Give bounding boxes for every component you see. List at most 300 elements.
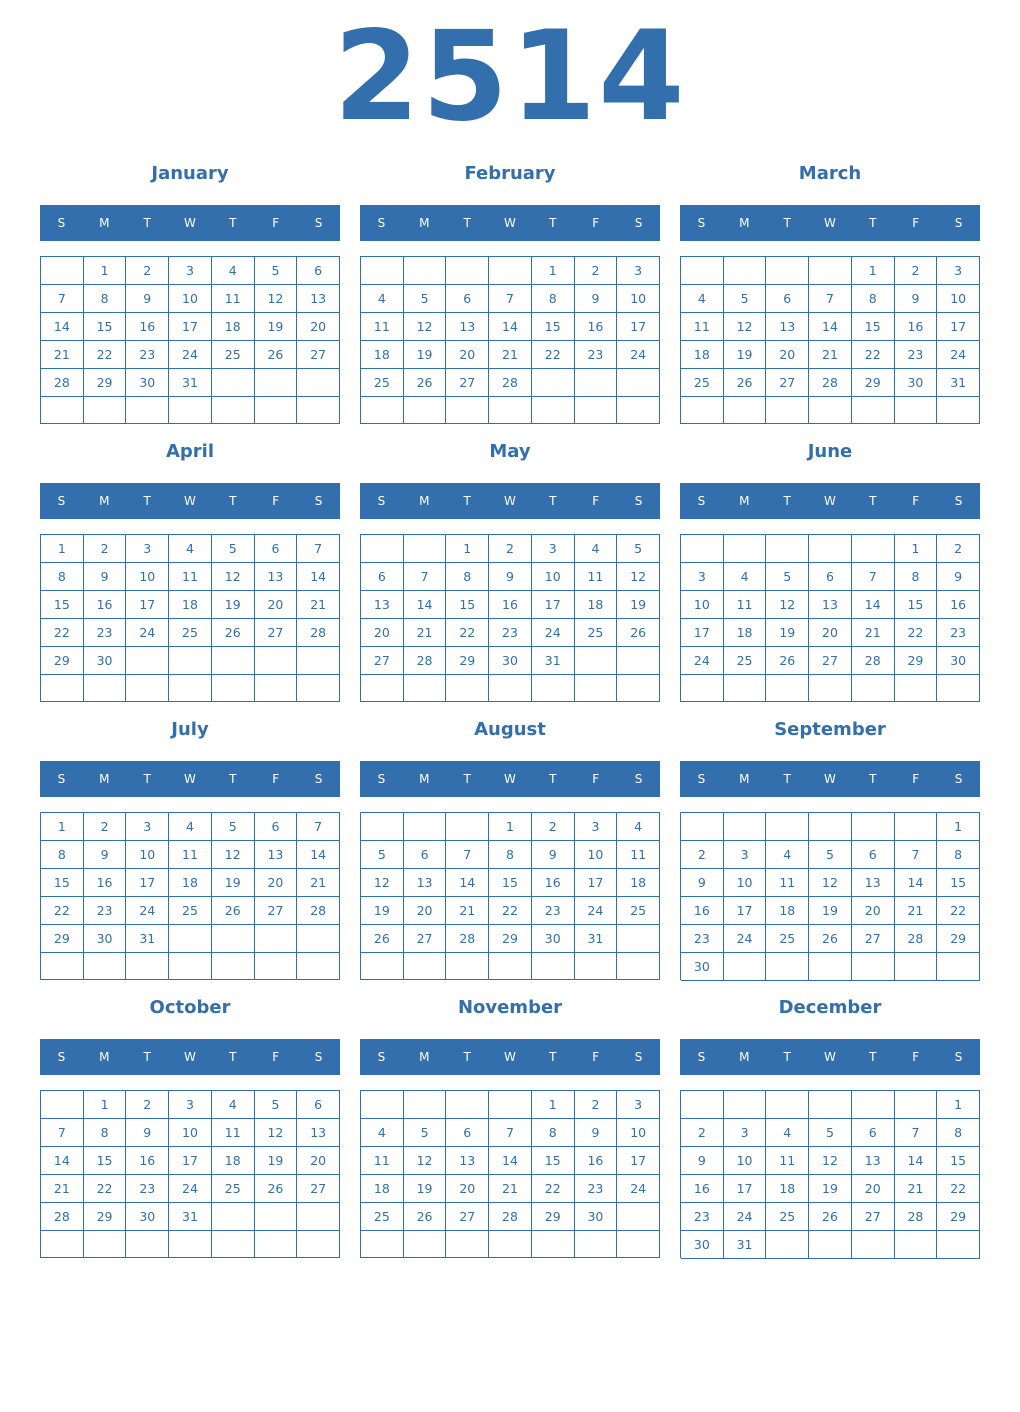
day-cell: 24: [681, 647, 724, 675]
day-cell: 19: [809, 1175, 852, 1203]
day-cell: 28: [41, 369, 84, 397]
weekday-label: W: [504, 216, 516, 230]
day-cell: 8: [489, 841, 532, 869]
day-cell: [212, 1203, 255, 1231]
day-cell: 15: [532, 313, 575, 341]
day-cell: 9: [126, 1119, 169, 1147]
day-cell: 12: [617, 563, 660, 591]
day-cell: 22: [937, 897, 980, 925]
weekday-label: F: [272, 494, 280, 508]
day-cell: 8: [84, 285, 127, 313]
day-cell: 10: [532, 563, 575, 591]
day-cell: [852, 953, 895, 981]
weekday-label: T: [869, 1050, 877, 1064]
day-cell: 30: [489, 647, 532, 675]
day-cell: 18: [169, 591, 212, 619]
day-cell: 16: [126, 313, 169, 341]
day-grid: [680, 812, 980, 980]
day-cell: 31: [169, 369, 212, 397]
day-cell: 26: [361, 925, 404, 953]
day-cell: 17: [169, 313, 212, 341]
day-cell: 6: [297, 1091, 340, 1119]
day-cell: 27: [255, 619, 298, 647]
day-cell: 16: [84, 591, 127, 619]
day-cell: 31: [575, 925, 618, 953]
weekday-label: S: [57, 494, 66, 508]
day-cell: 13: [297, 285, 340, 313]
day-cell: [297, 675, 340, 702]
day-cell: 10: [681, 591, 724, 619]
weekday-label: T: [783, 1050, 791, 1064]
weekday-label: W: [184, 216, 196, 230]
day-cell: [852, 1231, 895, 1259]
day-cell: 9: [84, 563, 127, 591]
day-cell: 24: [126, 897, 169, 925]
day-cell: 15: [937, 869, 980, 897]
day-cell: 10: [724, 1147, 767, 1175]
weekday-label: S: [634, 494, 643, 508]
day-cell: 23: [126, 1175, 169, 1203]
day-grid: [40, 812, 340, 980]
day-cell: [852, 675, 895, 702]
weekday-header: [40, 483, 340, 519]
day-cell: 2: [489, 535, 532, 563]
month-april: [40, 438, 340, 706]
day-cell: [766, 953, 809, 981]
day-cell: 8: [937, 841, 980, 869]
weekday-label: F: [912, 772, 920, 786]
day-cell: [681, 1091, 724, 1119]
day-cell: [255, 369, 298, 397]
weekday-header: [680, 761, 980, 797]
month-september: [680, 716, 980, 984]
day-cell: 24: [575, 897, 618, 925]
day-cell: [126, 1231, 169, 1258]
day-cell: 9: [532, 841, 575, 869]
day-cell: [404, 1231, 447, 1258]
day-cell: 7: [404, 563, 447, 591]
day-cell: 28: [809, 369, 852, 397]
day-cell: 5: [724, 285, 767, 313]
weekday-label: M: [739, 772, 750, 786]
month-december: [680, 994, 980, 1262]
day-cell: [809, 397, 852, 424]
day-cell: 1: [895, 535, 938, 563]
weekday-label: F: [272, 772, 280, 786]
day-cell: 10: [617, 285, 660, 313]
day-cell: 7: [446, 841, 489, 869]
day-cell: 15: [41, 591, 84, 619]
day-cell: 30: [895, 369, 938, 397]
day-cell: 20: [446, 341, 489, 369]
day-cell: 18: [766, 897, 809, 925]
day-cell: 5: [255, 1091, 298, 1119]
day-cell: 13: [361, 591, 404, 619]
day-grid: [360, 1090, 660, 1258]
day-cell: [532, 953, 575, 980]
day-cell: 21: [895, 897, 938, 925]
day-cell: 20: [255, 869, 298, 897]
day-cell: 15: [937, 1147, 980, 1175]
day-cell: 7: [489, 1119, 532, 1147]
day-cell: 17: [126, 591, 169, 619]
day-cell: 30: [937, 647, 980, 675]
day-grid: [680, 256, 980, 424]
month-title: February: [464, 163, 556, 184]
day-cell: 8: [41, 841, 84, 869]
day-cell: [617, 925, 660, 953]
day-cell: 18: [169, 869, 212, 897]
day-cell: [766, 397, 809, 424]
day-cell: 5: [617, 535, 660, 563]
day-cell: 8: [532, 1119, 575, 1147]
day-cell: [361, 257, 404, 285]
day-cell: 25: [766, 1203, 809, 1231]
day-cell: 7: [297, 813, 340, 841]
day-cell: 6: [809, 563, 852, 591]
day-cell: 16: [681, 897, 724, 925]
month-title: August: [474, 719, 546, 740]
day-cell: 10: [724, 869, 767, 897]
day-cell: 17: [937, 313, 980, 341]
day-cell: 14: [404, 591, 447, 619]
day-cell: 9: [489, 563, 532, 591]
day-cell: 1: [937, 813, 980, 841]
month-title: April: [165, 441, 215, 462]
day-cell: 15: [84, 313, 127, 341]
weekday-label: S: [377, 216, 386, 230]
day-cell: 11: [361, 313, 404, 341]
day-cell: 25: [681, 369, 724, 397]
day-cell: [724, 535, 767, 563]
day-cell: [489, 257, 532, 285]
day-cell: 26: [212, 897, 255, 925]
day-cell: 15: [489, 869, 532, 897]
day-cell: 4: [766, 1119, 809, 1147]
day-cell: 3: [532, 535, 575, 563]
day-cell: [809, 1091, 852, 1119]
weekday-label: F: [272, 216, 280, 230]
weekday-label: W: [824, 216, 836, 230]
day-cell: 28: [489, 1203, 532, 1231]
weekday-label: M: [99, 216, 110, 230]
day-cell: 12: [766, 591, 809, 619]
weekday-label: S: [954, 494, 963, 508]
day-cell: 11: [212, 1119, 255, 1147]
day-cell: 18: [212, 313, 255, 341]
day-cell: 23: [575, 1175, 618, 1203]
day-cell: 16: [532, 869, 575, 897]
month-title: June: [807, 441, 853, 462]
weekday-label: F: [592, 1050, 600, 1064]
day-cell: 11: [169, 841, 212, 869]
day-cell: 21: [446, 897, 489, 925]
day-cell: 18: [361, 1175, 404, 1203]
day-cell: 20: [852, 897, 895, 925]
day-cell: [404, 953, 447, 980]
weekday-label: S: [697, 772, 706, 786]
day-cell: [724, 397, 767, 424]
day-cell: 4: [575, 535, 618, 563]
day-cell: 31: [532, 647, 575, 675]
day-cell: 7: [895, 1119, 938, 1147]
day-cell: [255, 1231, 298, 1258]
day-cell: 14: [852, 591, 895, 619]
day-cell: 14: [297, 563, 340, 591]
weekday-label: M: [99, 772, 110, 786]
day-cell: [169, 925, 212, 953]
day-cell: [446, 1231, 489, 1258]
day-cell: 25: [212, 341, 255, 369]
day-cell: 3: [126, 813, 169, 841]
month-title: July: [171, 719, 209, 740]
day-cell: 1: [852, 257, 895, 285]
weekday-label: F: [592, 494, 600, 508]
day-cell: 23: [532, 897, 575, 925]
day-cell: [404, 535, 447, 563]
day-cell: 17: [169, 1147, 212, 1175]
day-cell: 2: [681, 1119, 724, 1147]
day-cell: 30: [84, 925, 127, 953]
day-cell: [575, 647, 618, 675]
day-cell: [255, 675, 298, 702]
day-cell: [809, 675, 852, 702]
weekday-label: T: [143, 772, 151, 786]
weekday-label: S: [954, 772, 963, 786]
day-cell: 30: [681, 953, 724, 981]
day-cell: [809, 1231, 852, 1259]
day-cell: 17: [532, 591, 575, 619]
day-cell: [895, 1231, 938, 1259]
day-cell: [766, 1091, 809, 1119]
day-cell: [404, 813, 447, 841]
day-cell: 28: [895, 1203, 938, 1231]
day-cell: [297, 369, 340, 397]
day-cell: 16: [575, 313, 618, 341]
day-cell: 8: [532, 285, 575, 313]
day-cell: [681, 257, 724, 285]
day-cell: 5: [404, 1119, 447, 1147]
day-cell: [895, 397, 938, 424]
day-cell: 1: [937, 1091, 980, 1119]
day-cell: [212, 925, 255, 953]
day-cell: 5: [212, 813, 255, 841]
day-cell: 10: [126, 563, 169, 591]
day-cell: [681, 535, 724, 563]
day-cell: 3: [724, 841, 767, 869]
day-cell: 20: [809, 619, 852, 647]
day-cell: [489, 675, 532, 702]
weekday-header: [680, 483, 980, 519]
day-cell: 30: [84, 647, 127, 675]
day-cell: 16: [84, 869, 127, 897]
weekday-label: T: [229, 216, 237, 230]
day-cell: 21: [489, 341, 532, 369]
day-cell: 3: [169, 257, 212, 285]
day-cell: 7: [809, 285, 852, 313]
day-cell: 28: [489, 369, 532, 397]
day-cell: [852, 397, 895, 424]
day-cell: 2: [532, 813, 575, 841]
day-cell: 28: [404, 647, 447, 675]
day-cell: 2: [84, 813, 127, 841]
weekday-label: T: [143, 1050, 151, 1064]
day-cell: 14: [895, 869, 938, 897]
day-cell: 18: [575, 591, 618, 619]
day-cell: 7: [41, 1119, 84, 1147]
day-cell: 30: [126, 1203, 169, 1231]
day-cell: [255, 925, 298, 953]
day-cell: 22: [852, 341, 895, 369]
day-cell: 25: [212, 1175, 255, 1203]
day-cell: 10: [617, 1119, 660, 1147]
weekday-label: S: [954, 1050, 963, 1064]
day-grid: [40, 534, 340, 702]
day-cell: [681, 397, 724, 424]
day-cell: 20: [255, 591, 298, 619]
day-cell: 31: [937, 369, 980, 397]
day-cell: 14: [446, 869, 489, 897]
weekday-header: [360, 483, 660, 519]
day-cell: 9: [681, 869, 724, 897]
day-cell: [361, 953, 404, 980]
weekday-label: F: [272, 1050, 280, 1064]
day-cell: [361, 675, 404, 702]
day-cell: [297, 397, 340, 424]
day-cell: 13: [852, 1147, 895, 1175]
day-cell: 23: [681, 925, 724, 953]
day-cell: 16: [937, 591, 980, 619]
weekday-header: [40, 1039, 340, 1075]
day-cell: 25: [766, 925, 809, 953]
day-cell: [724, 675, 767, 702]
day-cell: 3: [937, 257, 980, 285]
day-cell: [446, 397, 489, 424]
day-cell: 22: [532, 1175, 575, 1203]
day-cell: 28: [852, 647, 895, 675]
weekday-label: T: [463, 216, 471, 230]
month-title: September: [774, 719, 886, 740]
day-cell: 19: [361, 897, 404, 925]
day-cell: [809, 535, 852, 563]
day-cell: [41, 675, 84, 702]
day-cell: 5: [212, 535, 255, 563]
day-cell: [297, 647, 340, 675]
weekday-label: T: [229, 494, 237, 508]
day-cell: 11: [575, 563, 618, 591]
weekday-label: T: [549, 494, 557, 508]
day-cell: 15: [852, 313, 895, 341]
month-title: October: [149, 997, 231, 1018]
day-cell: [361, 397, 404, 424]
day-cell: [766, 675, 809, 702]
day-cell: 28: [895, 925, 938, 953]
day-cell: 14: [895, 1147, 938, 1175]
weekday-label: M: [419, 1050, 430, 1064]
day-cell: 6: [255, 535, 298, 563]
day-cell: [297, 1231, 340, 1258]
weekday-label: M: [739, 216, 750, 230]
day-cell: 23: [84, 897, 127, 925]
month-july: [40, 716, 340, 984]
day-cell: 22: [446, 619, 489, 647]
day-cell: 27: [297, 341, 340, 369]
day-cell: [446, 1091, 489, 1119]
day-cell: [84, 675, 127, 702]
weekday-label: T: [869, 494, 877, 508]
day-cell: 23: [937, 619, 980, 647]
day-cell: 27: [446, 1203, 489, 1231]
day-cell: 19: [212, 869, 255, 897]
day-cell: [212, 953, 255, 980]
day-cell: 22: [895, 619, 938, 647]
weekday-label: M: [419, 772, 430, 786]
day-cell: 10: [575, 841, 618, 869]
day-cell: 10: [169, 1119, 212, 1147]
day-cell: 20: [766, 341, 809, 369]
day-cell: 29: [41, 647, 84, 675]
weekday-label: T: [463, 494, 471, 508]
day-cell: [446, 953, 489, 980]
day-cell: 8: [937, 1119, 980, 1147]
day-cell: [255, 953, 298, 980]
day-cell: 19: [724, 341, 767, 369]
day-cell: 23: [575, 341, 618, 369]
day-cell: 18: [617, 869, 660, 897]
day-cell: 24: [126, 619, 169, 647]
weekday-label: S: [634, 216, 643, 230]
day-cell: 7: [297, 535, 340, 563]
weekday-label: M: [739, 1050, 750, 1064]
weekday-label: W: [184, 1050, 196, 1064]
day-cell: [169, 1231, 212, 1258]
day-cell: 12: [212, 563, 255, 591]
day-cell: 21: [297, 591, 340, 619]
day-cell: 3: [169, 1091, 212, 1119]
weekday-label: T: [229, 772, 237, 786]
day-cell: 1: [532, 257, 575, 285]
weekday-header: [40, 761, 340, 797]
day-cell: 25: [617, 897, 660, 925]
day-cell: [126, 953, 169, 980]
month-title: March: [798, 163, 862, 184]
day-cell: 3: [617, 257, 660, 285]
day-cell: [852, 535, 895, 563]
day-cell: 7: [489, 285, 532, 313]
day-cell: 7: [41, 285, 84, 313]
day-cell: [404, 257, 447, 285]
day-cell: 17: [724, 897, 767, 925]
weekday-label: S: [377, 772, 386, 786]
day-cell: 25: [169, 897, 212, 925]
day-cell: 11: [212, 285, 255, 313]
day-cell: 29: [532, 1203, 575, 1231]
weekday-label: F: [592, 216, 600, 230]
day-cell: [404, 1091, 447, 1119]
weekday-label: W: [824, 494, 836, 508]
day-cell: 28: [297, 619, 340, 647]
day-cell: 22: [84, 1175, 127, 1203]
day-cell: 24: [724, 1203, 767, 1231]
day-cell: 26: [724, 369, 767, 397]
weekday-label: S: [377, 1050, 386, 1064]
day-cell: 26: [766, 647, 809, 675]
day-cell: 15: [446, 591, 489, 619]
day-cell: 13: [446, 313, 489, 341]
day-cell: 27: [809, 647, 852, 675]
day-cell: [41, 1091, 84, 1119]
day-cell: [532, 675, 575, 702]
